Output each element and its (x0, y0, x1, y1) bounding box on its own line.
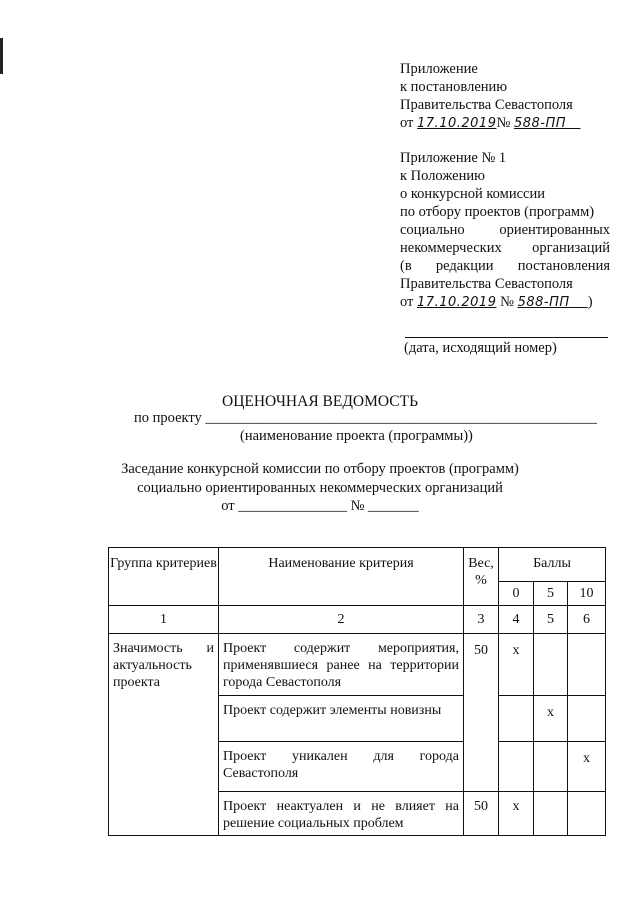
meeting-line: Заседание конкурсной комиссии по отбору проектов (программ) (121, 461, 519, 477)
appendix1-line: Правительства Севастополя (400, 276, 573, 292)
column-number: 3 (464, 606, 499, 634)
handwritten-date: 17.10.2019 (417, 116, 497, 131)
header-score: Баллы (499, 548, 606, 582)
page-edge-mark (0, 38, 3, 74)
meeting-date-line: от _______________ № _______ (221, 498, 419, 514)
column-number: 6 (568, 606, 606, 634)
criteria-group-cell: Значимость и актуальность проекта (109, 634, 219, 836)
weight-cell: 50 (464, 792, 499, 836)
column-number: 2 (219, 606, 464, 634)
project-line: по проекту ______________________________________________________ (134, 410, 597, 426)
number-sign: № (496, 115, 511, 131)
appendix-date-line (400, 114, 610, 133)
mark-cell: х (499, 634, 534, 696)
mark-cell (499, 742, 534, 792)
mark-cell (568, 696, 606, 742)
handwritten-number: 588-ПП (513, 116, 566, 131)
appendix1-line: некоммерческих организаций (400, 240, 610, 256)
appendix1-title: Приложение № 1 (400, 150, 507, 166)
mark-cell: х (568, 742, 606, 792)
appendix1-block (400, 149, 610, 312)
appendix-line: к постановлению (400, 79, 508, 95)
criterion-cell: Проект уникален для города Севастополя (219, 742, 464, 792)
closing-paren: ) (587, 294, 593, 310)
criterion-cell: Проект неактуален и не влияет на решение социальных проблем (219, 792, 464, 836)
criterion-cell: Проект содержит мероприятия, применявшиеся ранее на территории города Севастополя (219, 634, 464, 696)
mark-cell (568, 634, 606, 696)
appendix-line: Приложение (400, 61, 478, 77)
appendix1-date-line (400, 293, 610, 312)
column-number: 5 (534, 606, 568, 634)
weight-cell: 50 (464, 634, 499, 792)
mark-cell (499, 696, 534, 742)
appendix1-line: к Положению (400, 168, 485, 184)
appendix-line: Правительства Севастополя (400, 97, 573, 113)
score-value-10: 10 (568, 582, 606, 606)
score-value-5: 5 (534, 582, 568, 606)
signature-line (405, 337, 608, 338)
header-group: Группа критериев (109, 548, 219, 606)
mark-cell (568, 792, 606, 836)
appendix-block (400, 60, 610, 133)
handwritten-date: 17.10.2019 (417, 295, 497, 310)
document-title: ОЦЕНОЧНАЯ ВЕДОМОСТЬ (222, 393, 418, 410)
header-weight: Вес, % (464, 548, 499, 606)
from-prefix: от (400, 294, 414, 310)
criterion-cell: Проект содержит элементы новизны (219, 696, 464, 742)
mark-cell (534, 634, 568, 696)
mark-cell: х (499, 792, 534, 836)
from-prefix: от (400, 115, 414, 131)
signature-caption: (дата, исходящий номер) (404, 340, 557, 356)
score-value-0: 0 (499, 582, 534, 606)
header-criterion: Наименование критерия (219, 548, 464, 606)
mark-cell (534, 742, 568, 792)
number-sign: № (500, 294, 514, 310)
handwritten-number: 588-ПП (517, 295, 570, 310)
evaluation-table (108, 547, 606, 836)
meeting-line: социально ориентированных некоммерческих организаций (137, 480, 503, 496)
appendix1-line: (в редакции постановления (400, 258, 610, 274)
project-caption: (наименование проекта (программы)) (240, 428, 473, 444)
appendix1-line: социально ориентированных (400, 222, 610, 238)
appendix1-line: по отбору проектов (программ) (400, 204, 595, 220)
appendix1-line: о конкурсной комиссии (400, 186, 545, 202)
column-number: 4 (499, 606, 534, 634)
mark-cell: х (534, 696, 568, 742)
column-number: 1 (109, 606, 219, 634)
mark-cell (534, 792, 568, 836)
